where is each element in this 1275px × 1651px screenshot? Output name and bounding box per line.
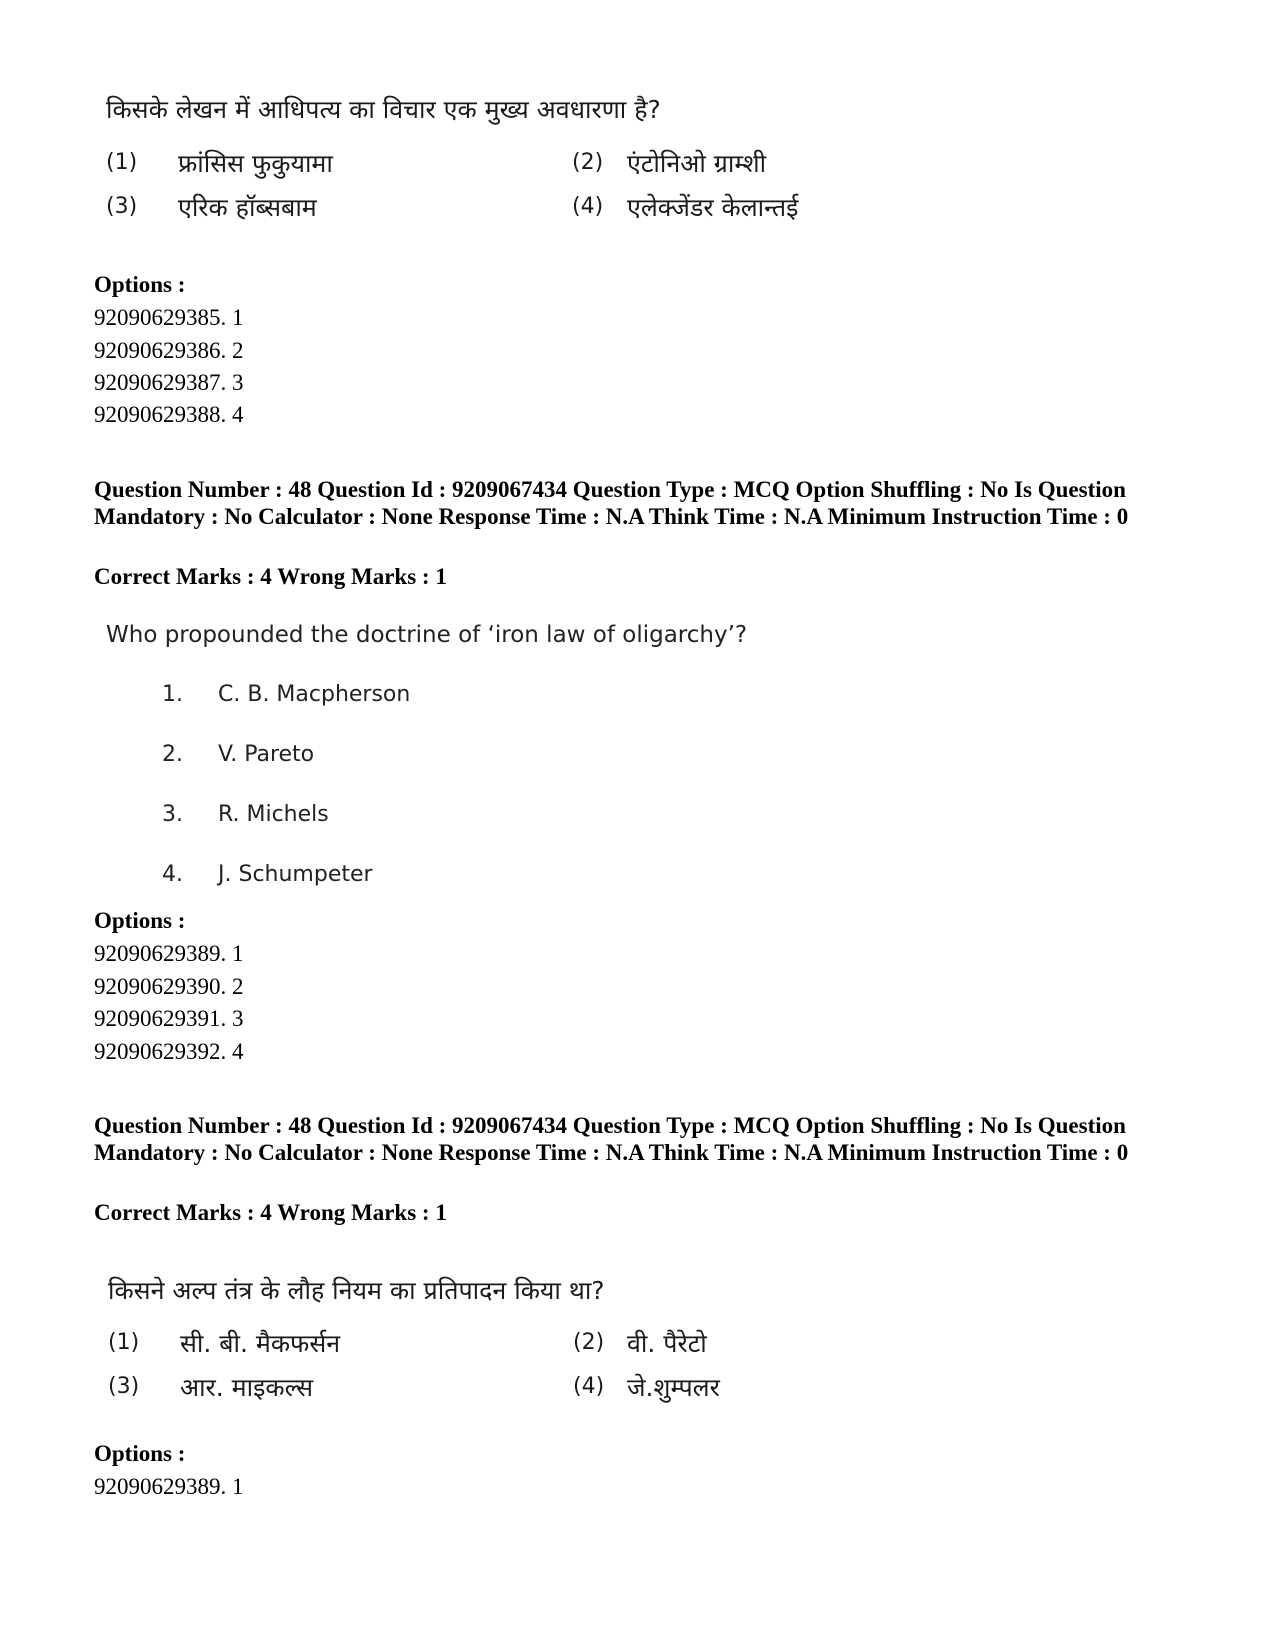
question-text-english: Who propounded the doctrine of ‘iron law of oligarchy’? [106,622,748,648]
choice-number: (4) [572,194,604,219]
choice-number: (1) [106,150,138,175]
choice-number: 4. [162,862,183,887]
option-id-line: 92090629388. 4 [94,402,244,427]
options-heading: Options : [94,1441,186,1466]
choice-text: V. Pareto [218,742,315,767]
option-id-line: 92090629386. 2 [94,338,244,363]
option-id-line: 92090629390. 2 [94,974,244,999]
choice-text: वी. पैरेटो [627,1329,707,1358]
marks-line: Correct Marks : 4 Wrong Marks : 1 [94,564,447,589]
options-heading: Options : [94,908,186,933]
choice-text: एलेक्जेंडर केलान्तई [627,193,799,222]
option-id-line: 92090629392. 4 [94,1039,244,1064]
question-metadata: Question Number : 48 Question Id : 9209067434 Question Type : MCQ Option Shuffling : No Is Question Mandatory : No Calculator : None Response Time : N.A Think Time : N.A Minimum Instruction Time : 0 [94,477,1129,529]
choice-text: R. Michels [218,802,329,827]
choice-text: एंटोनिओ ग्राम्शी [627,149,767,178]
options-heading: Options : [94,272,186,297]
option-id-line: 92090629391. 3 [94,1006,244,1031]
choice-text: C. B. Macpherson [218,682,411,707]
choice-number: (2) [572,150,604,175]
choice-text: फ्रांसिस फुकुयामा [178,149,333,178]
choice-number: (1) [108,1330,140,1355]
question-text-hindi: किसके लेखन में आधिपत्य का विचार एक मुख्य अवधारणा है? [106,95,661,124]
option-id-line: 92090629387. 3 [94,370,244,395]
question-metadata: Question Number : 48 Question Id : 9209067434 Question Type : MCQ Option Shuffling : No Is Question Mandatory : No Calculator : None Response Time : N.A Think Time : N.A Minimum Instruction Time : 0 [94,1113,1129,1165]
question-text-hindi: किसने अल्प तंत्र के लौह नियम का प्रतिपादन किया था? [108,1276,605,1305]
marks-line: Correct Marks : 4 Wrong Marks : 1 [94,1200,447,1225]
choice-number: 3. [162,802,183,827]
choice-text: जे.शुम्पलर [627,1373,720,1402]
choice-number: (4) [573,1374,605,1399]
choice-number: 1. [162,682,183,707]
option-id-line: 92090629385. 1 [94,305,244,330]
choice-number: 2. [162,742,183,767]
option-id-line: 92090629389. 1 [94,941,244,966]
choice-number: (2) [573,1330,605,1355]
choice-text: एरिक हॉब्सबाम [178,193,317,222]
choice-text: सी. बी. मैकफर्सन [180,1329,341,1358]
option-id-line: 92090629389. 1 [94,1474,244,1499]
choice-text: आर. माइकल्स [180,1373,314,1402]
choice-number: (3) [108,1374,140,1399]
choice-text: J. Schumpeter [218,862,373,887]
choice-number: (3) [106,194,138,219]
